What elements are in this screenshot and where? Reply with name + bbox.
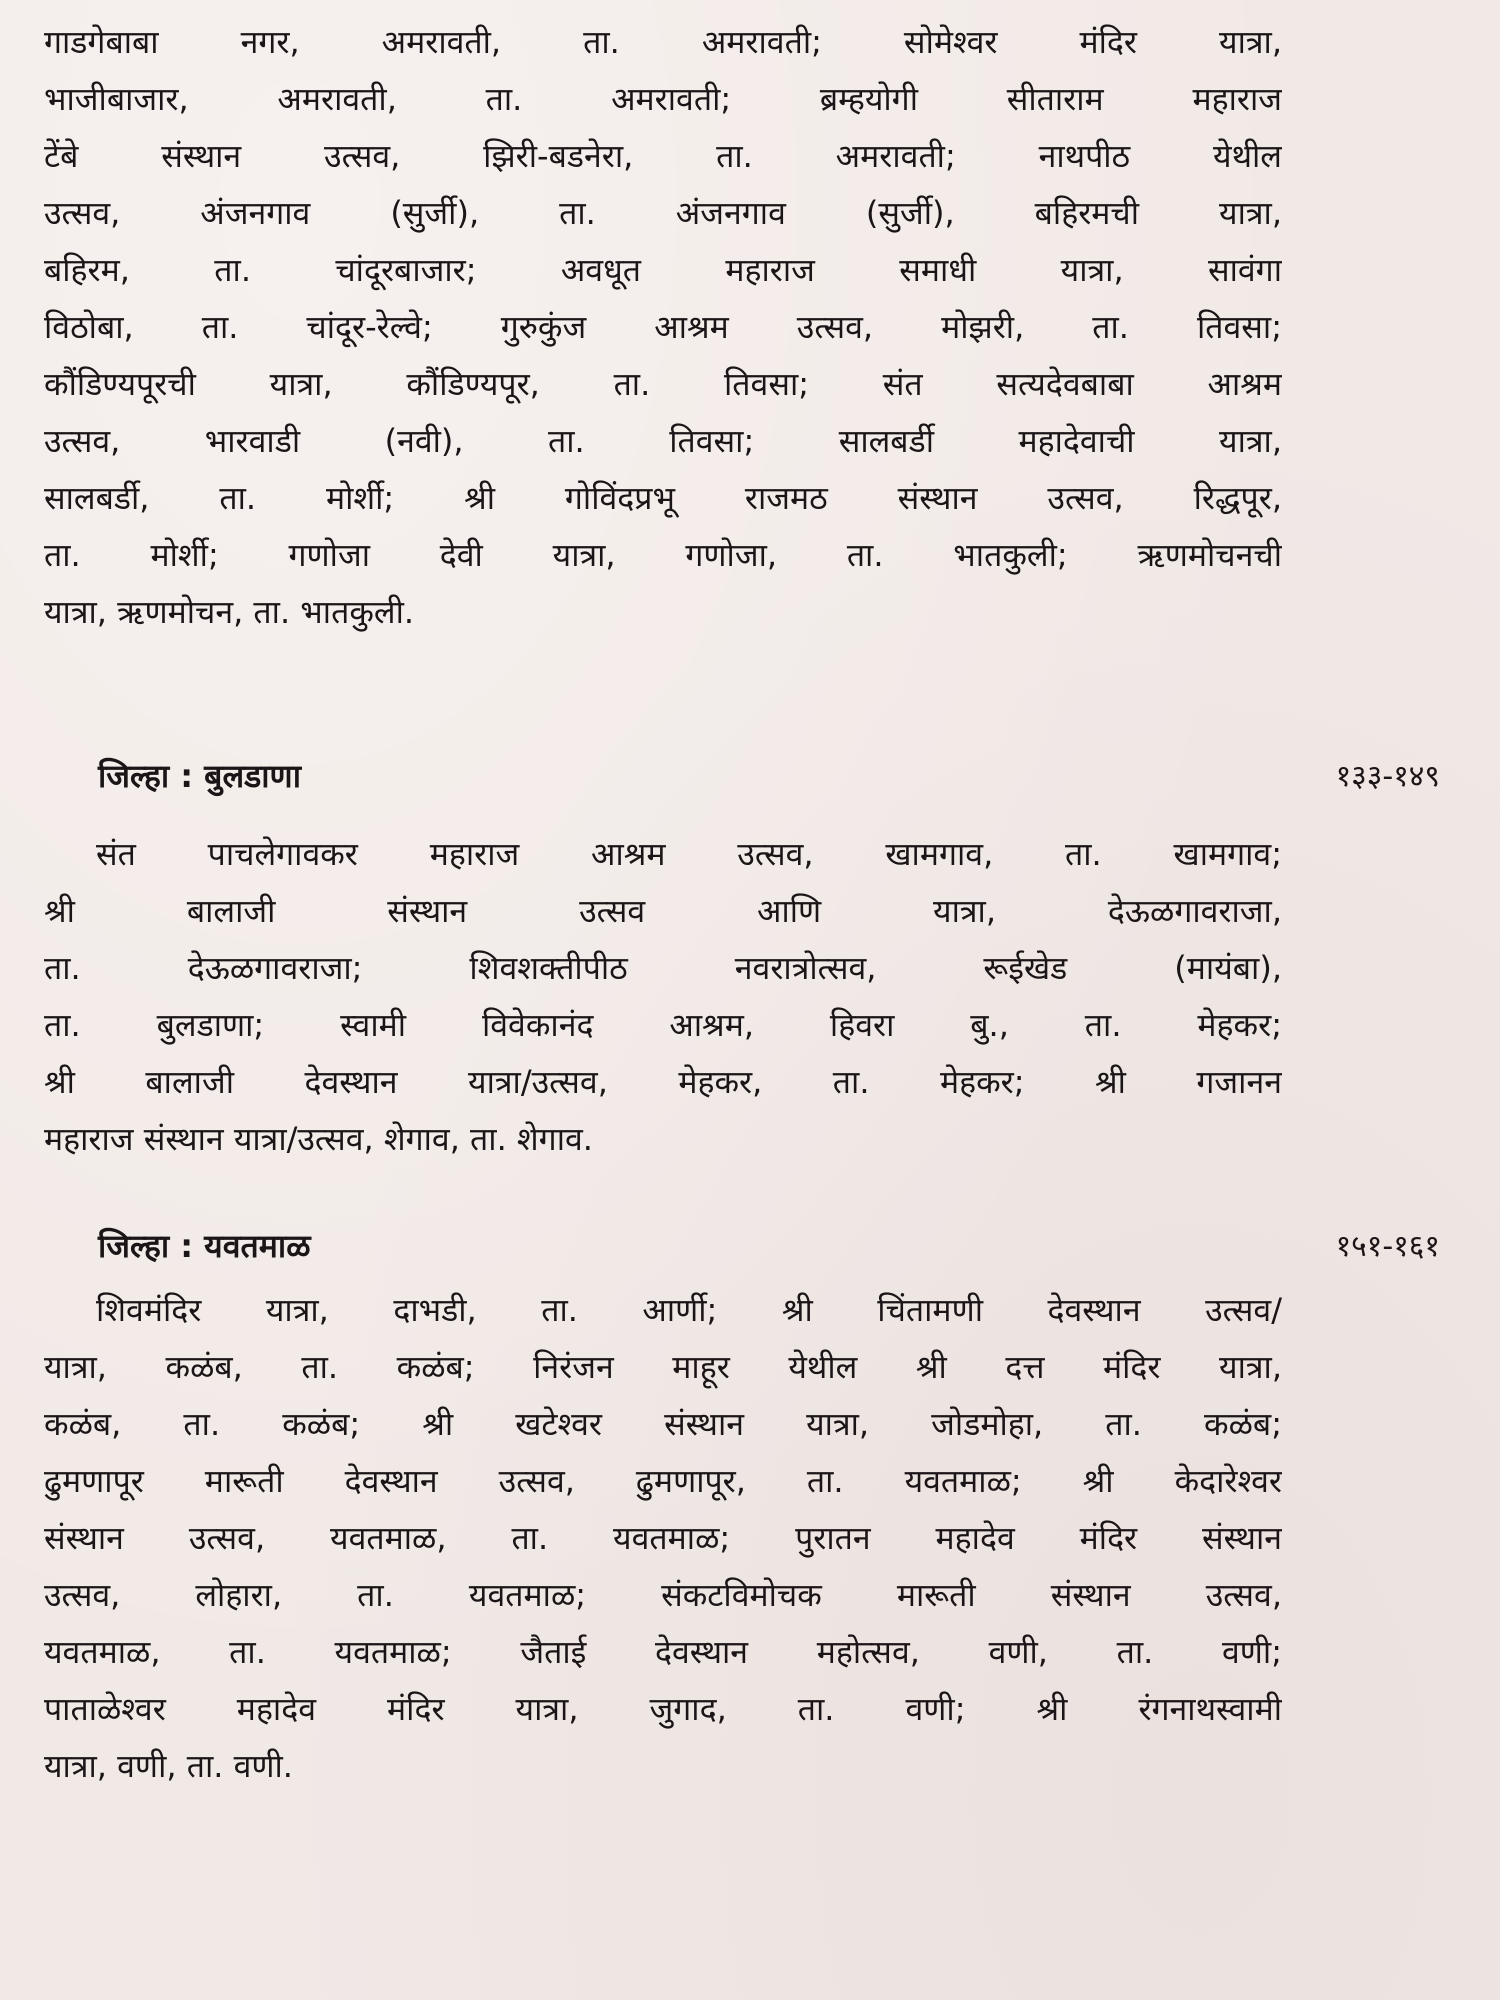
text-line: शिवमंदिर यात्रा, दाभडी, ता. आर्णी; श्री चिंतामणी देवस्थान उत्सव/ bbox=[96, 1291, 1282, 1329]
text-line: यात्रा, वणी, ता. वणी. bbox=[44, 1747, 293, 1785]
text-line: यात्रा, कळंब, ता. कळंब; निरंजन माहूर येथील श्री दत्त मंदिर यात्रा, bbox=[44, 1348, 1282, 1386]
text-line: गाडगेबाबा नगर, अमरावती, ता. अमरावती; सोमेश्वर मंदिर यात्रा, bbox=[44, 23, 1282, 61]
text-line: ता. देऊळगावराजा; शिवशक्तीपीठ नवरात्रोत्सव, रूईखेड (मायंबा), bbox=[44, 949, 1282, 987]
text-line: यवतमाळ, ता. यवतमाळ; जैताई देवस्थान महोत्सव, वणी, ता. वणी; bbox=[44, 1633, 1282, 1671]
text-line: टेंबे संस्थान उत्सव, झिरी-बडनेरा, ता. अमरावती; नाथपीठ येथील bbox=[44, 137, 1282, 175]
text-line: श्री बालाजी संस्थान उत्सव आणि यात्रा, देऊळगावराजा, bbox=[44, 892, 1282, 930]
text-line: विठोबा, ता. चांदूर-रेल्वे; गुरुकुंज आश्रम उत्सव, मोझरी, ता. तिवसा; bbox=[44, 308, 1282, 346]
text-line: संस्थान उत्सव, यवतमाळ, ता. यवतमाळ; पुरातन महादेव मंदिर संस्थान bbox=[44, 1519, 1282, 1557]
section-heading-yavatmal: जिल्हा : यवतमाळ bbox=[98, 1227, 311, 1265]
text-line: यात्रा, ऋणमोचन, ता. भातकुली. bbox=[44, 593, 415, 631]
yavatmal-paragraph bbox=[44, 1282, 1282, 1795]
text-line: महाराज संस्थान यात्रा/उत्सव, शेगाव, ता. शेगाव. bbox=[44, 1120, 593, 1158]
text-line: ढुमणापूर मारूती देवस्थान उत्सव, ढुमणापूर, ता. यवतमाळ; श्री केदारेश्वर bbox=[44, 1462, 1282, 1500]
text-line: पाताळेश्वर महादेव मंदिर यात्रा, जुगाद, ता. वणी; श्री रंगनाथस्वामी bbox=[44, 1690, 1282, 1728]
section-heading-buldhana: जिल्हा : बुलडाणा bbox=[98, 757, 301, 795]
amravati-paragraph bbox=[44, 14, 1282, 641]
text-line: उत्सव, अंजनगाव (सुर्जी), ता. अंजनगाव (सुर्जी), बहिरमची यात्रा, bbox=[44, 194, 1282, 232]
text-line: कौंडिण्यपूरची यात्रा, कौंडिण्यपूर, ता. तिवसा; संत सत्यदेवबाबा आश्रम bbox=[44, 365, 1282, 403]
text-line: बहिरम, ता. चांदूरबाजार; अवधूत महाराज समाधी यात्रा, सावंगा bbox=[44, 251, 1282, 289]
text-line: सालबर्डी, ता. मोर्शी; श्री गोविंदप्रभू राजमठ संस्थान उत्सव, रिद्धपूर, bbox=[44, 479, 1282, 517]
text-line: ता. मोर्शी; गणोजा देवी यात्रा, गणोजा, ता. भातकुली; ऋणमोचनची bbox=[44, 536, 1282, 574]
text-line: संत पाचलेगावकर महाराज आश्रम उत्सव, खामगाव, ता. खामगाव; bbox=[96, 835, 1282, 873]
text-line: उत्सव, लोहारा, ता. यवतमाळ; संकटविमोचक मारूती संस्थान उत्सव, bbox=[44, 1576, 1282, 1614]
page-range-yavatmal: १५१-१६१ bbox=[1335, 1229, 1440, 1264]
text-line: कळंब, ता. कळंब; श्री खटेश्वर संस्थान यात्रा, जोडमोहा, ता. कळंब; bbox=[44, 1405, 1282, 1443]
text-line: ता. बुलडाणा; स्वामी विवेकानंद आश्रम, हिवरा बु., ता. मेहकर; bbox=[44, 1006, 1282, 1044]
buldhana-paragraph bbox=[44, 826, 1282, 1168]
page-range-buldhana: १३३-१४९ bbox=[1335, 759, 1440, 794]
text-line: भाजीबाजार, अमरावती, ता. अमरावती; ब्रम्हयोगी सीताराम महाराज bbox=[44, 80, 1282, 118]
text-line: उत्सव, भारवाडी (नवी), ता. तिवसा; सालबर्डी महादेवाची यात्रा, bbox=[44, 422, 1282, 460]
text-line: श्री बालाजी देवस्थान यात्रा/उत्सव, मेहकर, ता. मेहकर; श्री गजानन bbox=[44, 1063, 1282, 1101]
